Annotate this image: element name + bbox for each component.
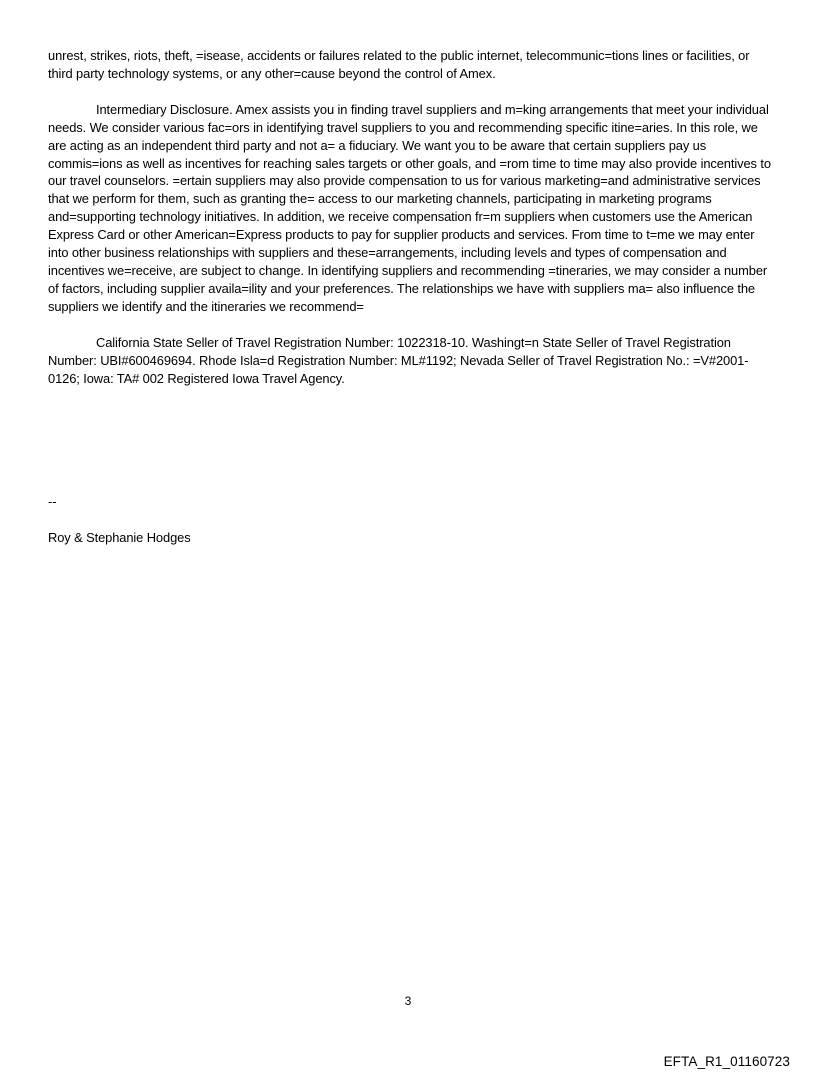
signature-separator: --: [48, 494, 57, 510]
paragraph-force-majeure-end: unrest, strikes, riots, theft, =isease, accidents or failures related to the public internet, telecommunic=tions lines or facilities, or third party technology systems, or any other=cause beyond the control of Amex.: [48, 48, 750, 81]
document-body: [48, 47, 772, 547]
signature-name: Roy & Stephanie Hodges: [48, 530, 191, 546]
bates-number: EFTA_R1_01160723: [663, 1054, 790, 1069]
paragraph-intermediary-disclosure: Intermediary Disclosure. Amex assists you in finding travel suppliers and m=king arrangements that meet your individual needs. We consider various fac=ors in identifying travel suppliers to you and recommending specific itine=aries. In this role, we are acting as an independent third party and not a= a fiduciary. We want you to be aware that certain suppliers pay us commis=ions as well as incentives for reaching sales targets or other goals, and =rom time to time may also provide incentives to our travel counselors. =ertain suppliers may also provide compensation to us for various marketing=and administrative services that we perform for them, such as granting the= access to our marketing channels, participating in marketing programs and=supporting technology initiatives. In addition, we receive compensation fr=m suppliers when customers use the American Express Card or other American=Express products to pay for supplier products and services. From time to t=me we may enter into other business relationships with suppliers and these=arrangements, including levels and types of compensation and incentives we=receive, are subject to change. In identifying suppliers and recommending =tineraries, we may consider a number of factors, including supplier availa=ility and your preferences. The relationships we have with suppliers ma= also influence the suppliers we identify and the itineraries we recommend=: [48, 101, 771, 314]
page-number: 3: [404, 994, 412, 1008]
paragraph-registration-numbers: California State Seller of Travel Registration Number: 1022318-10. Washingt=n State Seller of Travel Registration Number: UBI#600469694. Rhode Isla=d Registration Number: ML#1192; Nevada Seller of Travel Registration No.: =V#2001-0126; Iowa: TA# 002 Registered Iowa Travel Agency.: [48, 334, 749, 386]
